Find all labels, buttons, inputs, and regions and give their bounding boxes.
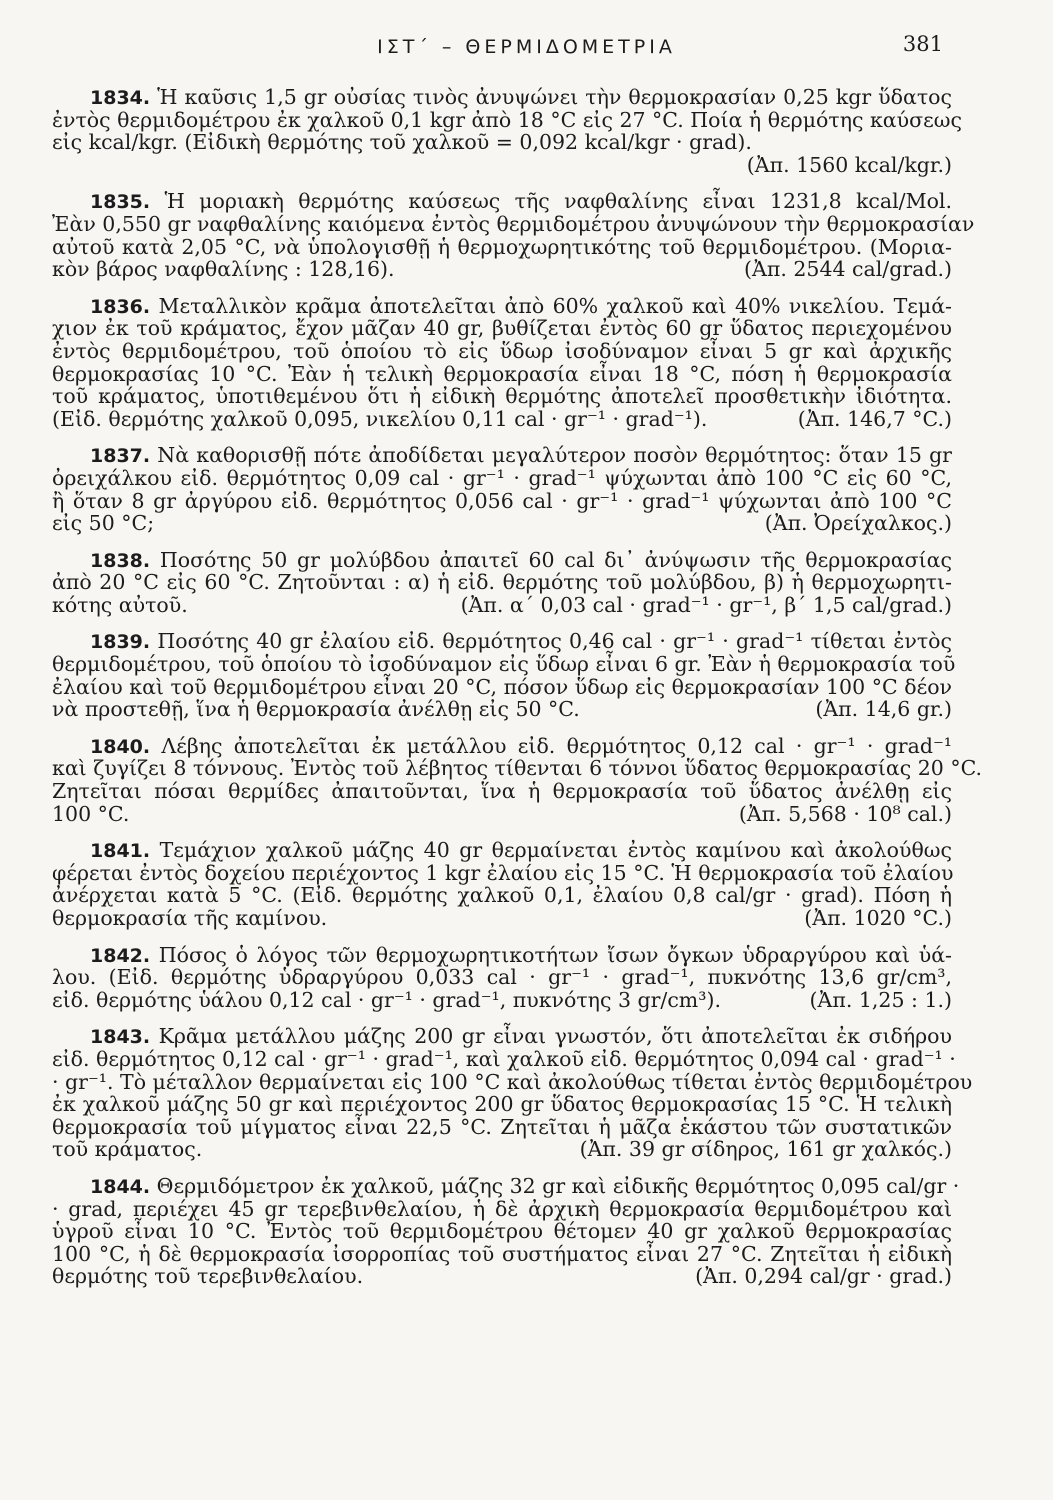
problem-text: κότης αὐτοῦ. xyxy=(52,592,188,617)
problem-text: ἀνέρχεται κατὰ 5 °C. (Εἰδ. θερμότης χαλκοῦ 0,1, ἐλαίου 0,8 cal/gr · grad). Πόση ἡ xyxy=(52,883,952,908)
problem-text: Θερμιδόμετρον ἐκ χαλκοῦ, μάζης 32 gr καὶ εἰδικῆς θερμότητος 0,095 cal/gr · xyxy=(156,1173,960,1198)
problem-text: Ἐὰν 0,550 gr ναφθαλίνης καιόμενα ἐντὸς θερμιδομέτρου ἀνυψώνουν τὴν θερμοκρασίαν xyxy=(52,211,975,236)
problem-text: εἰς 50 °C; xyxy=(52,511,155,536)
answer: (Ἀπ. 0,294 cal/gr · grad.) xyxy=(695,1264,952,1289)
problem-text: καὶ ζυγίζει 8 τόννους. Ἐντὸς τοῦ λέβητος τίθενται 6 τόννοι ὕδατος θερμοκρασίας 20 °C. xyxy=(52,756,983,781)
answer: (Ἀπ. 146,7 °C.) xyxy=(797,406,952,431)
problem-text: ἐντὸς θερμιδομέτρου ἐκ χαλκοῦ 0,1 kgr ἀπὸ 18 °C εἰς 27 °C. Ποία ἡ θερμότης καύσεως xyxy=(52,107,962,132)
problem-text: εἰδ. θερμότητος 0,12 cal · gr⁻¹ · grad⁻¹, καὶ χαλκοῦ εἰδ. θερμότητος 0,094 cal · grad⁻¹ · xyxy=(52,1046,956,1071)
problem-text: εἰδ. θερμότης ὑάλου 0,12 cal · gr⁻¹ · grad⁻¹, πυκνότης 3 gr/cm³). xyxy=(52,987,721,1012)
answer: (Ἀπ. 1,25 : 1.) xyxy=(809,987,952,1012)
problem xyxy=(52,85,962,177)
problem-text: νὰ προστεθῇ, ἵνα ἡ θερμοκρασία ἀνέλθῃ εἰς 50 °C. xyxy=(52,697,580,722)
problem-text: Ἡ καῦσις 1,5 gr οὐσίας τινὸς ἀνυψώνει τὴν θερμοκρασίαν 0,25 kgr ὕδατος xyxy=(157,85,952,109)
problem-number: 1839. xyxy=(90,631,151,654)
problem-text: ἐντὸς θερμιδομέτρου, τοῦ ὁποίου τὸ εἰς ὕδωρ ἰσοδύναμον εἶναι 5 gr καὶ ἀρχικῆς xyxy=(52,338,952,363)
chapter-title: ΙΣΤ΄ – ΘΕΡΜΙΔΟΜΕΤΡΙΑ xyxy=(377,36,676,58)
problem-text: ἐκ χαλκοῦ μάζης 50 gr καὶ περιέχοντος 200 gr ὕδατος θερμοκρασίας 15 °C. Ἡ τελικὴ xyxy=(52,1092,952,1117)
problem xyxy=(52,944,952,1012)
answer: (Ἀπ. 1560 kcal/kgr.) xyxy=(746,152,952,177)
problem-text: λου. (Εἰδ. θερμότης ὑδραργύρου 0,033 cal · gr⁻¹ · grad⁻¹, πυκνότης 13,6 gr/cm³, xyxy=(52,965,952,990)
problem-text: 100 °C. xyxy=(52,801,130,826)
running-header xyxy=(0,32,1053,62)
problem xyxy=(52,839,952,929)
problem xyxy=(52,1024,973,1162)
problem xyxy=(52,549,952,617)
answer: (Ἀπ. 2544 cal/grad.) xyxy=(744,257,952,282)
problem-text: Λέβης ἀποτελεῖται ἐκ μετάλλου εἰδ. θερμότητος 0,12 cal · gr⁻¹ · grad⁻¹ xyxy=(161,733,952,758)
answer: (Ἀπ. 1020 °C.) xyxy=(804,906,952,930)
problem-text: χιον ἐκ τοῦ κράματος, ἔχον μᾶζαν 40 gr, βυθίζεται ἐντὸς 60 gr ὕδατος περιεχομένου xyxy=(52,316,952,341)
answer: (Ἀπ. α΄ 0,03 cal · grad⁻¹ · gr⁻¹, β΄ 1,5 cal/grad.) xyxy=(460,592,952,617)
problem-text: Κρᾶμα μετάλλου μάζης 200 gr εἶναι γνωστόν, ὅτι ἀποτελεῖται ἐκ σιδήρου xyxy=(158,1024,952,1049)
problem-text: θερμιδομέτρου, τοῦ ὁποίου τὸ ἰσοδύναμον εἰς ὕδωρ εἶναι 6 gr. Ἐὰν ἡ θερμοκρασία τοῦ xyxy=(52,652,956,677)
problem xyxy=(52,733,983,826)
problem xyxy=(52,444,952,534)
problem-text: ὀρειχάλκου εἰδ. θερμότητος 0,09 cal · gr⁻¹ · grad⁻¹ ψύχωνται ἀπὸ 100 °C εἰς 60 °C, xyxy=(52,465,952,490)
problem-text: Ποσότης 40 gr ἐλαίου εἰδ. θερμότητος 0,46 cal · gr⁻¹ · grad⁻¹ τίθεται ἐντὸς xyxy=(157,629,952,654)
answer: (Ἀπ. 5,568 · 10⁸ cal.) xyxy=(738,801,952,826)
problem-text: Τεμάχιον χαλκοῦ μάζης 40 gr θερμαίνεται ἐντὸς καμίνου καὶ ἀκολούθως xyxy=(159,838,952,863)
problem xyxy=(52,1173,960,1289)
problem-text: Ἡ μοριακὴ θερμότης καύσεως τῆς ναφθαλίνης εἶναι 1231,8 kcal/Mol. xyxy=(164,189,952,214)
problem-text: αὐτοῦ κατὰ 2,05 °C, νὰ ὑπολογισθῇ ἡ θερμοχωρητικότης τοῦ θερμιδομέτρου. (Μορια- xyxy=(52,234,952,259)
problem-text: θερμοκρασίας 10 °C. Ἐὰν ἡ τελικὴ θερμοκρασία εἶναι 18 °C, πόση ἡ θερμοκρασία xyxy=(52,361,952,386)
problem-text: Μεταλλικὸν κρᾶμα ἀποτελεῖται ἀπὸ 60% χαλκοῦ καὶ 40% νικελίου. Τεμά- xyxy=(158,293,952,318)
problem-text: θερμοκρασία τοῦ μίγματος εἶναι 22,5 °C. Ζητεῖται ἡ μᾶζα ἑκάστου τῶν συστατικῶν xyxy=(52,1114,952,1139)
problem-text: εἰς kcal/kgr. (Εἰδικὴ θερμότης τοῦ χαλκοῦ = 0,092 kcal/kgr · grad). xyxy=(52,130,752,155)
problem-number: 1837. xyxy=(90,445,151,468)
problem-text: θερμότης τοῦ τερεβινθελαίου. xyxy=(52,1264,364,1289)
problem-text: ὑγροῦ εἶναι 10 °C. Ἐντὸς τοῦ θερμιδομέτρου θέτομεν 40 gr χαλκοῦ θερμοκρασίας xyxy=(52,1219,952,1244)
problem-list xyxy=(52,85,983,1302)
problem-text: κὸν βάρος ναφθαλίνης : 128,16). xyxy=(52,257,395,282)
problem-text: τοῦ κράματος, ὑποτιθεμένου ὅτι ἡ εἰδικὴ θερμότης ἀποτελεῖ προσθετικὴν ἰδιότητα. xyxy=(52,384,952,409)
problem-text: 100 °C, ἡ δὲ θερμοκρασία ἰσορροπίας τοῦ συστήματος εἶναι 27 °C. Ζητεῖται ἡ εἰδικὴ xyxy=(52,1241,952,1266)
problem-number: 1836. xyxy=(90,295,151,318)
problem-text: φέρεται ἐντὸς δοχείου περιέχοντος 1 kgr ἐλαίου εἰς 15 °C. Ἡ θερμοκρασία τοῦ ἐλαίου xyxy=(52,860,954,885)
problem xyxy=(52,189,975,282)
problem-text: Νὰ καθορισθῇ πότε ἀποδίδεται μεγαλύτερον ποσὸν θερμότητος: ὅταν 15 gr xyxy=(157,443,952,468)
problem-number: 1838. xyxy=(90,549,151,572)
problem-number: 1840. xyxy=(90,735,151,758)
problem-text: Πόσος ὁ λόγος τῶν θερμοχωρητικοτήτων ἴσων ὄγκων ὑδραργύρου καὶ ὑά- xyxy=(158,942,952,967)
problem-text: (Εἰδ. θερμότης χαλκοῦ 0,095, νικελίου 0,11 cal · gr⁻¹ · grad⁻¹). xyxy=(52,406,708,431)
answer: (Ἀπ. 39 gr σίδηρος, 161 gr χαλκός.) xyxy=(579,1137,952,1162)
page-number: 381 xyxy=(902,32,943,56)
answer: (Ἀπ. 14,6 gr.) xyxy=(815,697,952,722)
problem-number: 1834. xyxy=(90,87,151,109)
problem-number: 1844. xyxy=(90,1175,151,1198)
problem-text: ἀπὸ 20 °C εἰς 60 °C. Ζητοῦνται : α) ἡ εἰδ. θερμότης τοῦ μολύβδου, β) ἡ θερμοχωρητι- xyxy=(52,570,952,595)
problem xyxy=(52,629,956,722)
problem-text: ἢ ὅταν 8 gr ἀργύρου εἰδ. θερμότητος 0,056 cal · gr⁻¹ · grad⁻¹ ψύχωνται ἀπὸ 100 °C xyxy=(52,488,952,513)
problem-text: θερμοκρασία τῆς καμίνου. xyxy=(52,906,328,930)
problem-number: 1842. xyxy=(90,944,151,967)
problem-text: Ποσότης 50 gr μολύβδου ἀπαιτεῖ 60 cal δι᾽ ἀνύψωσιν τῆς θερμοκρασίας xyxy=(159,547,952,572)
problem-text: τοῦ κράματος. xyxy=(52,1137,203,1162)
problem-text: ἐλαίου καὶ τοῦ θερμιδομέτρου εἶναι 20 °C, πόσον ὕδωρ εἰς θερμοκρασίαν 100 °C δέον xyxy=(52,674,952,699)
problem-number: 1841. xyxy=(90,840,151,863)
problem-text: · grad, περιέχει 45 gr τερεβινθελαίου, ἡ δὲ ἀρχικὴ θερμοκρασία θερμιδομέτρου καὶ xyxy=(52,1196,952,1221)
problem-text: Ζητεῖται πόσαι θερμίδες ἀπαιτοῦνται, ἵνα ἡ θερμοκρασία τοῦ ὕδατος ἀνέλθῃ εἰς xyxy=(52,779,952,804)
problem-number: 1843. xyxy=(90,1026,151,1049)
problem-text: · gr⁻¹. Τὸ μέταλλον θερμαίνεται εἰς 100 °C καὶ ἀκολούθως τίθεται ἐντὸς θερμιδομέτρου xyxy=(52,1069,973,1094)
problem-number: 1835. xyxy=(90,191,151,214)
problem xyxy=(52,295,952,431)
answer: (Ἀπ. Ὀρείχαλκος.) xyxy=(764,511,952,536)
